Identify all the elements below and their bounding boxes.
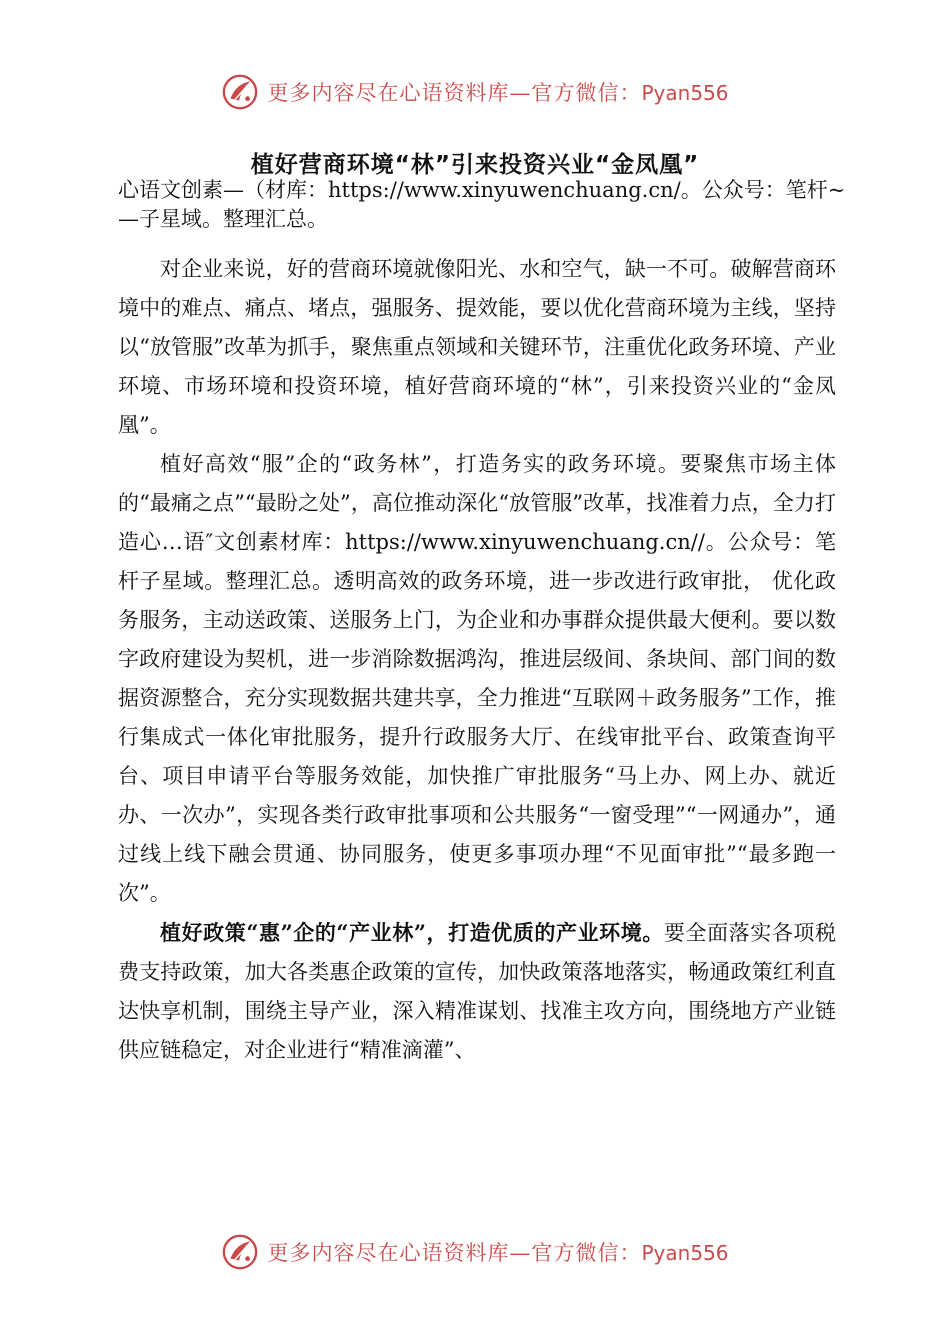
banner-text: 更多内容尽在心语资料库—官方微信：Pyan556 (267, 81, 729, 105)
paragraph: 植好政策“惠”企的“产业林”，打造优质的产业环境。要全面落实各项税费支持政策，加大各类惠企政策的宣传，加快政策落地落实，畅通政策红利直达快享机制，围绕主导产业，深入精准谋划、找准主攻方向，围绕地方产业链供应链稳定，对企业进行“精准滴灌”、 (118, 920, 836, 1062)
paragraph: 植好高效“服”企的“政务林”，打造务实的政务环境。要聚焦市场主体的“最痛之点”“最盼之处”，高位推动深化“放管服”改革，找准着力点，全力打造心…语″文创素材库：https://www.xinyuwenchuang.cn//。公众号：笔杆子星域。整理汇总。透明高效的政务环境，进一步改进行政审批， 优化政务服务，主动送政策、送服务上门，为企业和办事群众提供最大便利。要以数字政府建设为契机，进一步消除数据鸿沟，推进层级间、条块间、部门间的数据资源整合，充分实现数据共建共享，全力推进“互联网＋政务服务”工作，推行集成式一体化审批服务，提升行政服务大厅、在线审批平台、政策查询平台、项目申请平台等服务效能，加快推广审批服务“马上办、网上办、就近办、一次办”，实现各类行政审批事项和公共服务“一窗受理”“一网通办”，通过线上线下融会贯通、协同服务，使更多事项办理“不见面审批”“最多跑一次”。 (118, 452, 836, 905)
paragraph: 对企业来说，好的营商环境就像阳光、水和空气，缺一不可。破解营商环境中的难点、痛点、堵点，强服务、提效能，要以优化营商环境为主线，坚持以“放管服”改革为抓手，聚焦重点领域和关键环节，注重优化政务环境、产业环境、市场环境和投资环境，植好营商环境的“林”，引来投资兴业的“金凤凰”。 (118, 257, 836, 437)
banner-text: 更多内容尽在心语资料库—官方微信：Pyan556 (267, 1241, 729, 1265)
paragraph-lead: 植好政策“惠”企的“产业林”，打造优质的产业环境。 (160, 920, 664, 945)
source-line: 心语文创素—（材库：https://www.xinyuwenchuang.cn/。公众号：笔杆~—子星域。整理汇总。 (118, 178, 846, 231)
document-body (118, 250, 836, 1070)
bottom-watermark-banner (0, 1228, 950, 1276)
document-title: 植好营商环境“林”引来投资兴业“金凤凰” (250, 152, 700, 178)
brand-logo-icon (221, 73, 259, 111)
brand-logo-icon (221, 1233, 259, 1271)
top-watermark-banner (0, 68, 950, 116)
